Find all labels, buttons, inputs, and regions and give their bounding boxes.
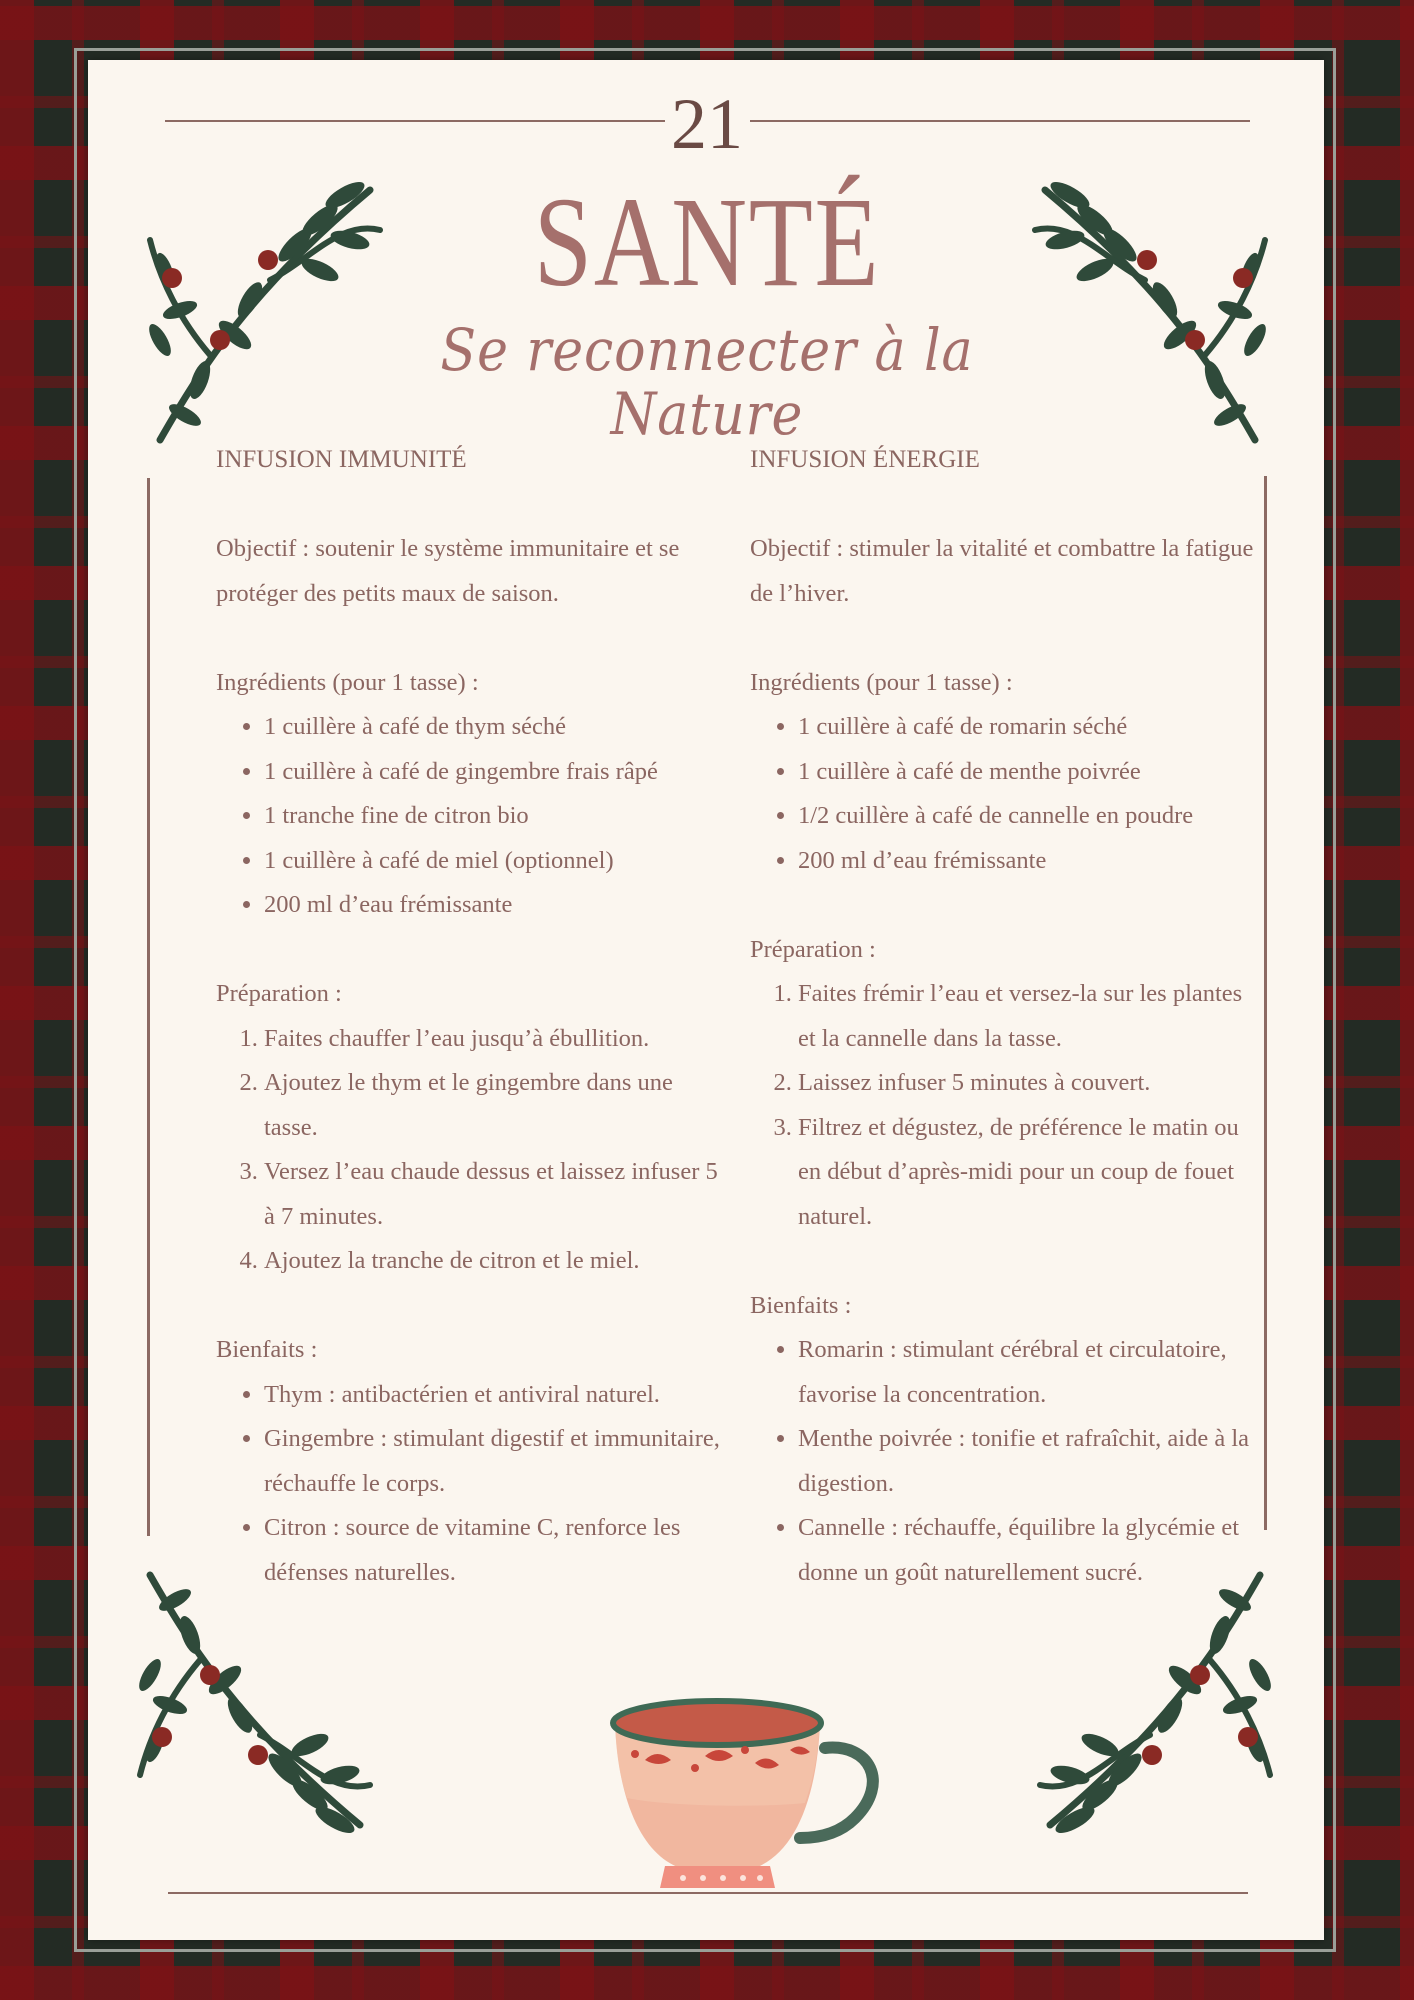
header-rule-right xyxy=(750,120,1250,122)
recipe-heading: INFUSION IMMUNITÉ xyxy=(216,446,467,473)
header-rule-left xyxy=(165,120,665,122)
recipe-immunite xyxy=(216,438,721,1595)
page-title: SANTÉ xyxy=(533,171,881,313)
list-item: • Gingembre : stimulant digestif et immunitaire, réchauffe le corps. xyxy=(264,1417,721,1506)
benefits-label: Bienfaits : xyxy=(216,1336,318,1363)
list-item: • 1 tranche fine de citron bio xyxy=(264,794,721,839)
list-item: 3. Filtrez et dégustez, de préférence le matin ou en début d’après-midi pour un coup de fouet naturel. xyxy=(798,1106,1255,1240)
preparation-steps xyxy=(750,972,1255,1239)
holly-branch-icon xyxy=(1020,1555,1280,1865)
list-item: 2. Ajoutez le thym et le gingembre dans une tasse. xyxy=(264,1061,721,1150)
list-item: • 1 cuillère à café de romarin séché xyxy=(798,705,1255,750)
holly-branch-icon xyxy=(140,150,400,460)
day-number: 21 xyxy=(671,84,743,164)
list-item: 2. Laissez infuser 5 minutes à couvert. xyxy=(798,1061,1255,1106)
tea-cup-icon xyxy=(605,1688,890,1898)
ingredients-label: Ingrédients (pour 1 tasse) : xyxy=(216,668,479,696)
recipe-heading: INFUSION ÉNERGIE xyxy=(750,446,980,473)
preparation-steps xyxy=(216,1017,721,1284)
preparation-label: Préparation : xyxy=(750,935,876,963)
list-item: 4. Ajoutez la tranche de citron et le miel. xyxy=(264,1239,721,1284)
side-rule-right xyxy=(1264,476,1267,1530)
list-item: 1. Faites chauffer l’eau jusqu’à ébullition. xyxy=(264,1017,721,1062)
list-item: • Menthe poivrée : tonifie et rafraîchit, aide à la digestion. xyxy=(798,1417,1255,1506)
recipe-energie xyxy=(750,438,1255,1595)
list-item: • Thym : antibactérien et antiviral naturel. xyxy=(264,1373,721,1418)
list-item: • 1 cuillère à café de thym séché xyxy=(264,705,721,750)
page-subtitle: Se reconnecter à la Nature xyxy=(440,316,974,448)
ingredients-label: Ingrédients (pour 1 tasse) : xyxy=(750,668,1013,696)
list-item: • Cannelle : réchauffe, équilibre la glycémie et donne un goût naturellement sucré. xyxy=(798,1506,1255,1595)
list-item: 1. Faites frémir l’eau et versez-la sur les plantes et la cannelle dans la tasse. xyxy=(798,972,1255,1061)
side-rule-left xyxy=(147,478,150,1536)
preparation-label: Préparation : xyxy=(216,980,342,1007)
holly-branch-icon xyxy=(130,1555,390,1865)
list-item: • 200 ml d’eau frémissante xyxy=(264,883,721,928)
ingredients-list xyxy=(750,705,1255,883)
list-item: • 1 cuillère à café de gingembre frais râpé xyxy=(264,750,721,795)
list-item: • 1/2 cuillère à café de cannelle en poudre xyxy=(798,794,1255,839)
list-item: • 1 cuillère à café de miel (optionnel) xyxy=(264,839,721,884)
list-item: • 200 ml d’eau frémissante xyxy=(798,839,1255,884)
list-item: 3. Versez l’eau chaude dessus et laissez infuser 5 à 7 minutes. xyxy=(264,1150,721,1239)
list-item: • 1 cuillère à café de menthe poivrée xyxy=(798,750,1255,795)
ingredients-list xyxy=(216,705,721,928)
objective-text: Objectif : stimuler la vitalité et combattre la fatigue de l’hiver. xyxy=(750,535,1254,607)
objective-text: Objectif : soutenir le système immunitaire et se protéger des petits maux de saison. xyxy=(216,535,680,607)
list-item: • Citron : source de vitamine C, renforce les défenses naturelles. xyxy=(264,1506,721,1595)
list-item: • Romarin : stimulant cérébral et circulatoire, favorise la concentration. xyxy=(798,1328,1255,1417)
holly-branch-icon xyxy=(1015,150,1275,460)
benefits-label: Bienfaits : xyxy=(750,1291,852,1319)
